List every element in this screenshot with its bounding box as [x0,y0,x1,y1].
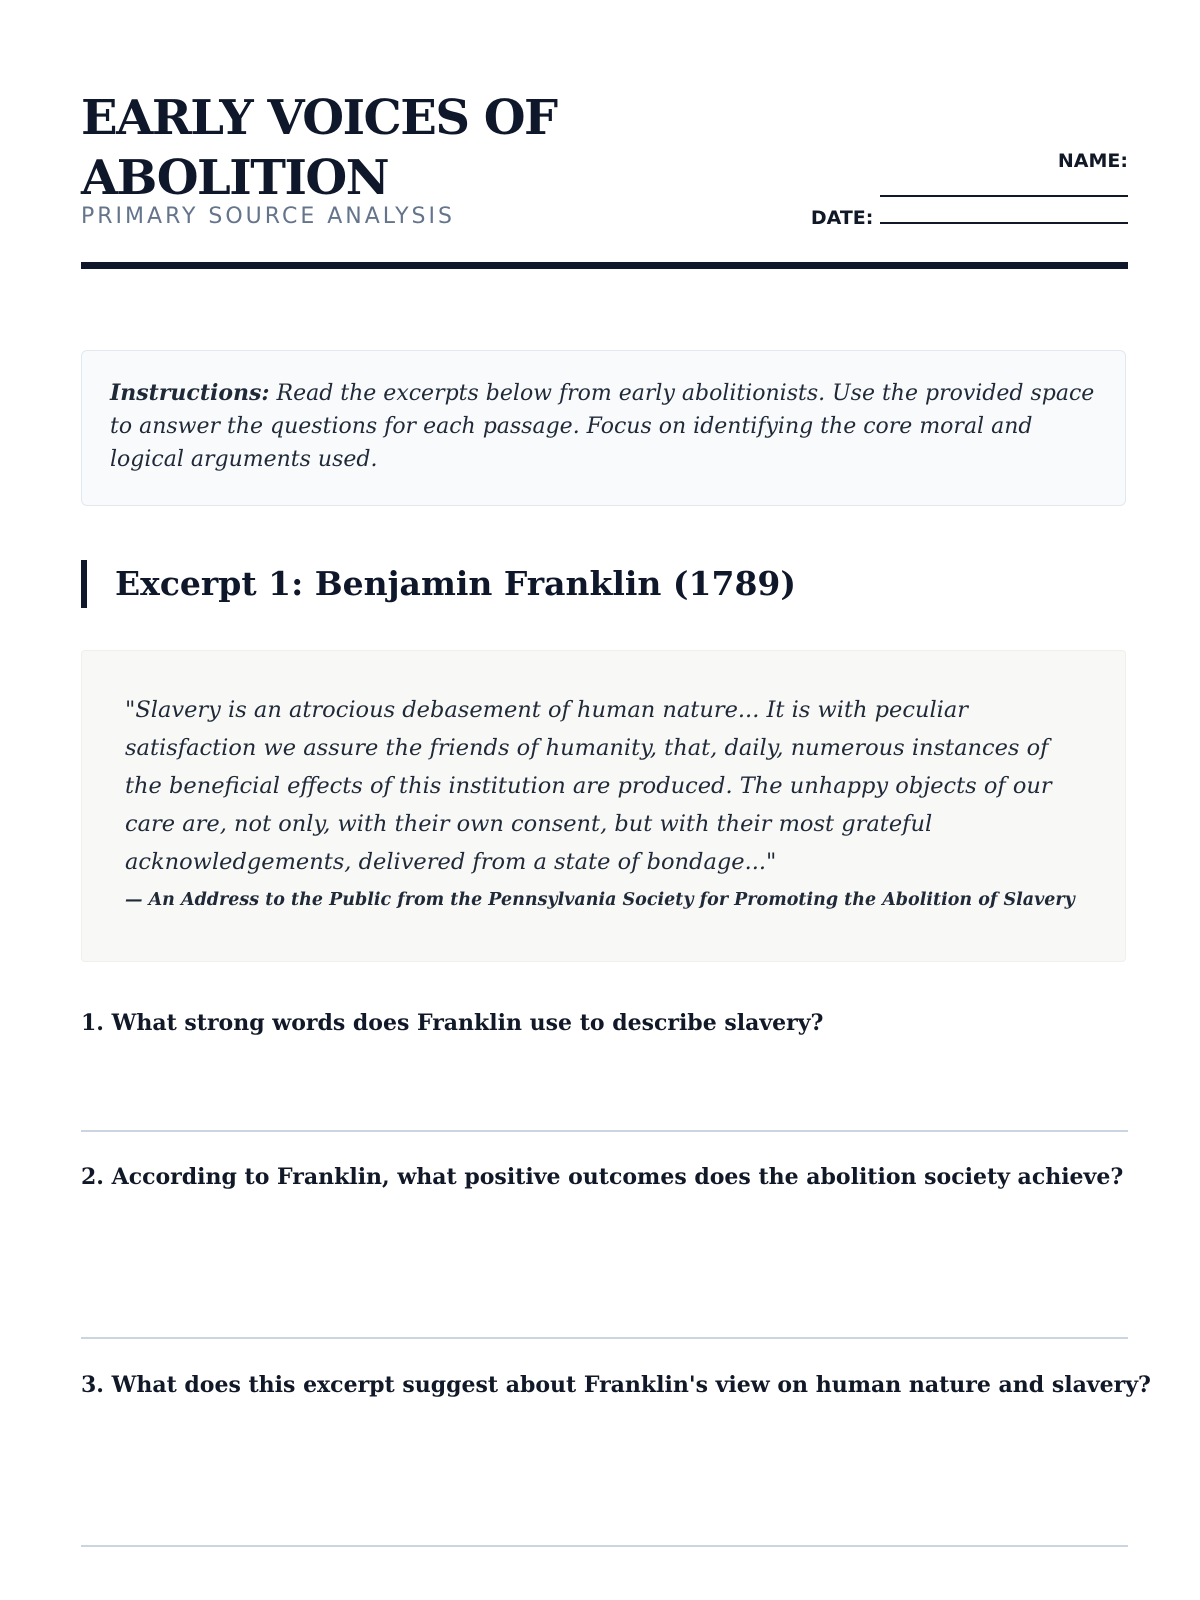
question-2 [81,1162,1128,1192]
name-field [868,146,1128,206]
question-3 [81,1370,1151,1400]
instructions-text: Read the excerpts below from early abolitionists. Use the provided space to answer the questions for each passage. Focus on identifying the core moral and logical arguments used. [110,381,1095,472]
answer-line-3[interactable] [81,1545,1128,1547]
question-text: 3. What does this excerpt suggest about Franklin's view on human nature and slavery? [81,1372,1151,1398]
excerpt-title: Excerpt 1: Benjamin Franklin (1789) [115,564,796,603]
heading-accent-bar [81,560,87,608]
question-text: 1. What strong words does Franklin use to describe slavery? [81,1010,824,1036]
instructions-box [81,350,1126,506]
page-title: EARLY VOICES OF ABOLITION [81,90,557,206]
excerpt-quote-block [81,650,1126,962]
date-blank-line[interactable] [880,204,1128,224]
question-1 [81,1008,1128,1038]
date-label: DATE: [810,207,874,229]
excerpt-quote: "Slavery is an atrocious debasement of human nature... It is with peculiar satisfaction we assure the friends of humanity, that, daily, numerous instances of the beneficial effects of this institution are produced. The unhappy objects of our care are, not only, with their own consent, but with their most grateful acknowledgements, delivered from a state of bondage..." [125,697,1052,875]
instructions-label: Instructions: [110,380,270,406]
answer-line-1[interactable] [81,1130,1128,1132]
worksheet-header [81,80,1128,270]
header-divider [81,262,1128,269]
excerpt-heading [81,560,1128,608]
answer-line-2[interactable] [81,1337,1128,1339]
page-subtitle: PRIMARY SOURCE ANALYSIS [81,204,455,229]
worksheet-page [81,0,1151,1600]
date-field [811,204,1128,230]
excerpt-source: — An Address to the Public from the Pennsylvania Society for Promoting the Abolition of Slavery [125,890,1075,910]
question-text: 2. According to Franklin, what positive outcomes does the abolition society achieve? [81,1164,1124,1190]
name-label: NAME: [1057,150,1128,172]
name-blank-line[interactable] [880,177,1128,197]
